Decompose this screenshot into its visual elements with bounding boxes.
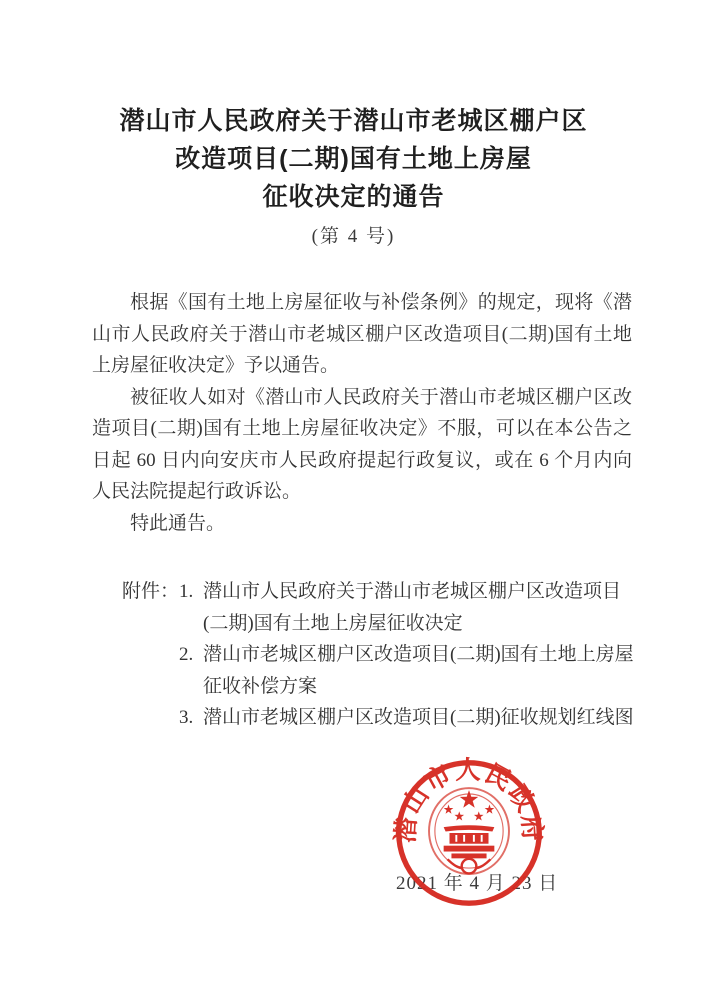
seal-text: 潜山市人民政府: [391, 756, 547, 844]
emblem-wreath-outer: [429, 788, 509, 874]
page-title-line-1: 潜山市人民政府关于潜山市老城区棚户区: [119, 107, 588, 135]
attachments-section: [122, 576, 645, 734]
big-star-icon: [460, 790, 479, 808]
doc-number: (第 4 号): [311, 226, 396, 247]
paragraph-closing: 特此通告。: [130, 512, 226, 534]
page-title: [0, 102, 707, 216]
paragraph-appeal-rights: 被征收人如对《潜山市人民政府关于潜山市老城区棚户区改造项目(二期)国有土地上房屋征收决定》不服，可以在本公告之日起 60 日内向安庆市人民政府提起行政复议，或在 6 个月内向人民法院提起行政诉讼。: [92, 386, 632, 502]
emblem-wreath-inner: [435, 794, 503, 868]
small-star-icon: [444, 805, 454, 814]
page-title-line-2: 改造项目(二期)国有土地上房屋: [175, 145, 532, 173]
attachment-text: 潜山市人民政府关于潜山市老城区棚户区改造项目(二期)国有土地上房屋征收决定: [203, 581, 622, 634]
attachments-list: [179, 576, 645, 734]
attachments-label: 附件：: [122, 581, 180, 602]
issue-date: 2021 年 4 月 23 日: [396, 873, 559, 894]
attachment-text: 潜山市老城区棚户区改造项目(二期)国有土地上房屋征收补偿方案: [203, 644, 634, 697]
document-body: [92, 287, 632, 539]
attachment-number: 1.: [179, 581, 194, 602]
small-star-icon: [454, 811, 464, 820]
attachment-number: 3.: [179, 707, 194, 728]
attachment-item: [179, 702, 645, 734]
attachment-item: [179, 639, 645, 702]
attachment-text: 潜山市老城区棚户区改造项目(二期)征收规划红线图: [203, 707, 634, 728]
paragraph-basis: 根据《国有土地上房屋征收与补偿条例》的规定，现将《潜山市人民政府关于潜山市老城区棚户区改造项目(二期)国有土地上房屋征收决定》予以通告。: [92, 292, 632, 376]
small-star-icon: [474, 811, 484, 820]
page-title-line-3: 征收决定的通告: [262, 183, 445, 211]
small-star-icon: [485, 805, 495, 814]
attachment-number: 2.: [179, 644, 194, 665]
national-emblem-icon: [429, 788, 509, 874]
attachment-item: [179, 576, 645, 639]
gate-icon: [444, 825, 495, 858]
